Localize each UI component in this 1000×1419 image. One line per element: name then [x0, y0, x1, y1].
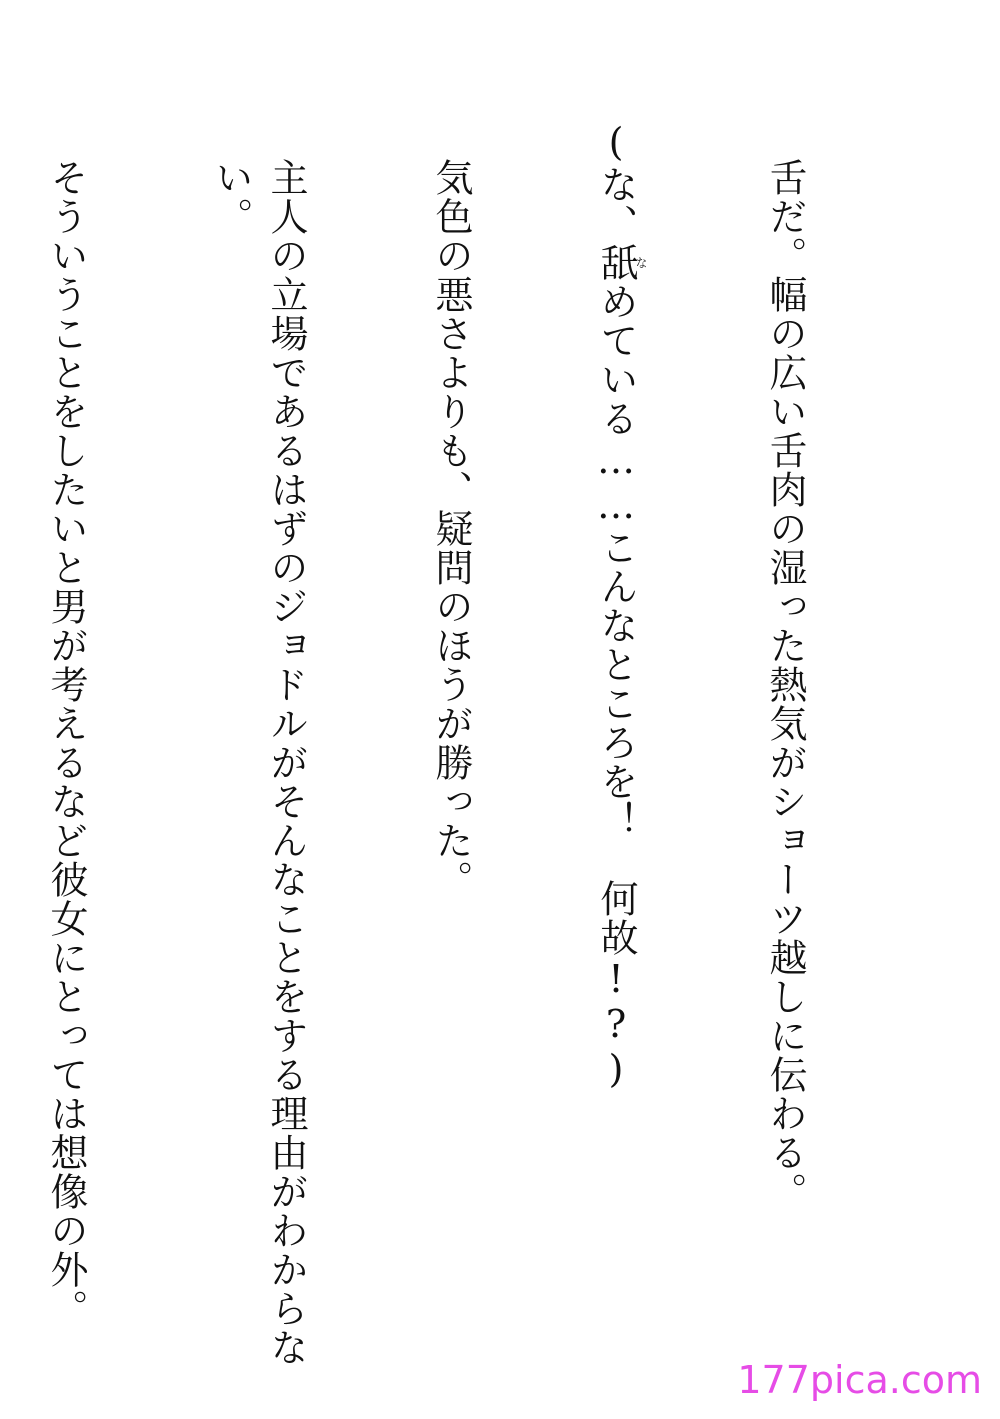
text-line-3: 気色の悪さよりも、疑問のほうが勝った。	[429, 158, 473, 899]
watermark-text: 177pica.com	[737, 1358, 982, 1402]
vertical-text-block	[0, 120, 922, 1370]
text-line-1: 舌だ。幅の広い舌肉の湿った熱気がショーツ越しに伝わる。	[763, 158, 807, 1211]
text-line-2: (な、舐なめている……こんなところを！ 何故!?)	[594, 120, 648, 1092]
text-line-4: 主人の立場であるはずのジョドルがそんなことをする理由がわからない。	[209, 158, 308, 1367]
ruby-na: 舐な	[594, 243, 648, 282]
text-line-5: そういうことをしたいと男が考えるなど彼女にとっては想像の外。	[44, 158, 88, 1328]
